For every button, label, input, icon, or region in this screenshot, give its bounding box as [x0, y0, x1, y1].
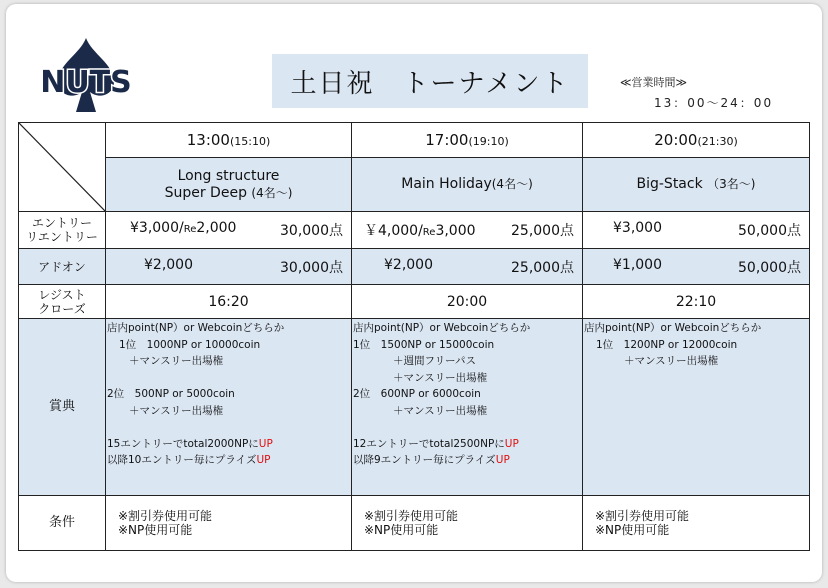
business-hours-value: 13：00〜24：00	[654, 96, 774, 110]
tournament-table	[18, 122, 810, 551]
conditions-cell-0: ※割引券使用可能 ※NP使用可能	[106, 496, 352, 551]
entry-cell-0: ¥3,000/Re2,000 30,000点	[106, 212, 352, 249]
entry-cell-2: ¥3,000 50,000点	[583, 212, 810, 249]
conditions-cell-2: ※割引券使用可能 ※NP使用可能	[583, 496, 810, 551]
row-label-prize: 賞典	[19, 319, 106, 496]
prize-bonus-0: 15エントリーでtotal2000NPにUP	[107, 437, 273, 450]
addon-cell-0: ¥2,000 30,000点	[106, 249, 352, 285]
time-cell-2: 20:00(21:30)	[583, 123, 810, 158]
close-cell-0: 16:20	[106, 285, 352, 319]
svg-text:NUTS: NUTS	[40, 65, 132, 100]
conditions-cell-1: ※割引券使用可能 ※NP使用可能	[352, 496, 583, 551]
prize-bonus-1: 12エントリーでtotal2500NPにUP	[353, 437, 519, 450]
prize-bonus-0b: 以降10エントリー毎にプライズUP	[107, 454, 271, 466]
prize-cell-0: 店内point(NP）or Webcoinどちらか 1位 1000NP or 10000coin ＋マンスリー出場権 2位 500NP or 5000coin ＋マンスリー出場権 15エントリーでtotal2000NPにUP 以降10エントリー毎にプライズUP	[106, 319, 352, 496]
addon-cell-2: ¥1,000 50,000点	[583, 249, 810, 285]
close-cell-2: 22:10	[583, 285, 810, 319]
business-hours-label: ≪営業時間≫	[620, 76, 688, 89]
row-label-entry: エントリー リエントリー	[19, 212, 106, 249]
row-label-addon: アドオン	[19, 249, 106, 285]
tournament-name-2: Big-Stack （3名〜)	[583, 158, 810, 212]
corner-cell	[19, 123, 106, 212]
page-title: 土日祝 トーナメント	[272, 54, 588, 108]
tournament-name-0: Long structure Super Deep (4名〜)	[106, 158, 352, 212]
close-cell-1: 20:00	[352, 285, 583, 319]
addon-cell-1: ¥2,000 25,000点	[352, 249, 583, 285]
prize-bonus-1b: 以降9エントリー毎にプライズUP	[353, 454, 510, 466]
diagonal-line	[19, 123, 106, 212]
business-hours	[620, 74, 773, 111]
prize-cell-1: 店内point(NP）or Webcoinどちらか 1位 1500NP or 15000coin ＋週間フリーパス ＋マンスリー出場権 2位 600NP or 6000coin ＋マンスリー出場権 12エントリーでtotal2500NPにUP 以降9エントリー毎にプライズUP	[352, 319, 583, 496]
time-cell-0: 13:00(15:10)	[106, 123, 352, 158]
nuts-logo	[36, 34, 136, 114]
prize-cell-2: 店内point(NP）or Webcoinどちらか 1位 1200NP or 12000coin ＋マンスリー出場権	[583, 319, 810, 496]
entry-cell-1: ￥4,000/Re3,000 25,000点	[352, 212, 583, 249]
row-label-conditions: 条件	[19, 496, 106, 551]
row-label-close: レジスト クローズ	[19, 285, 106, 319]
tournament-name-1: Main Holiday(4名〜)	[352, 158, 583, 212]
time-cell-1: 17:00(19:10)	[352, 123, 583, 158]
spade-logo-icon	[36, 34, 136, 114]
